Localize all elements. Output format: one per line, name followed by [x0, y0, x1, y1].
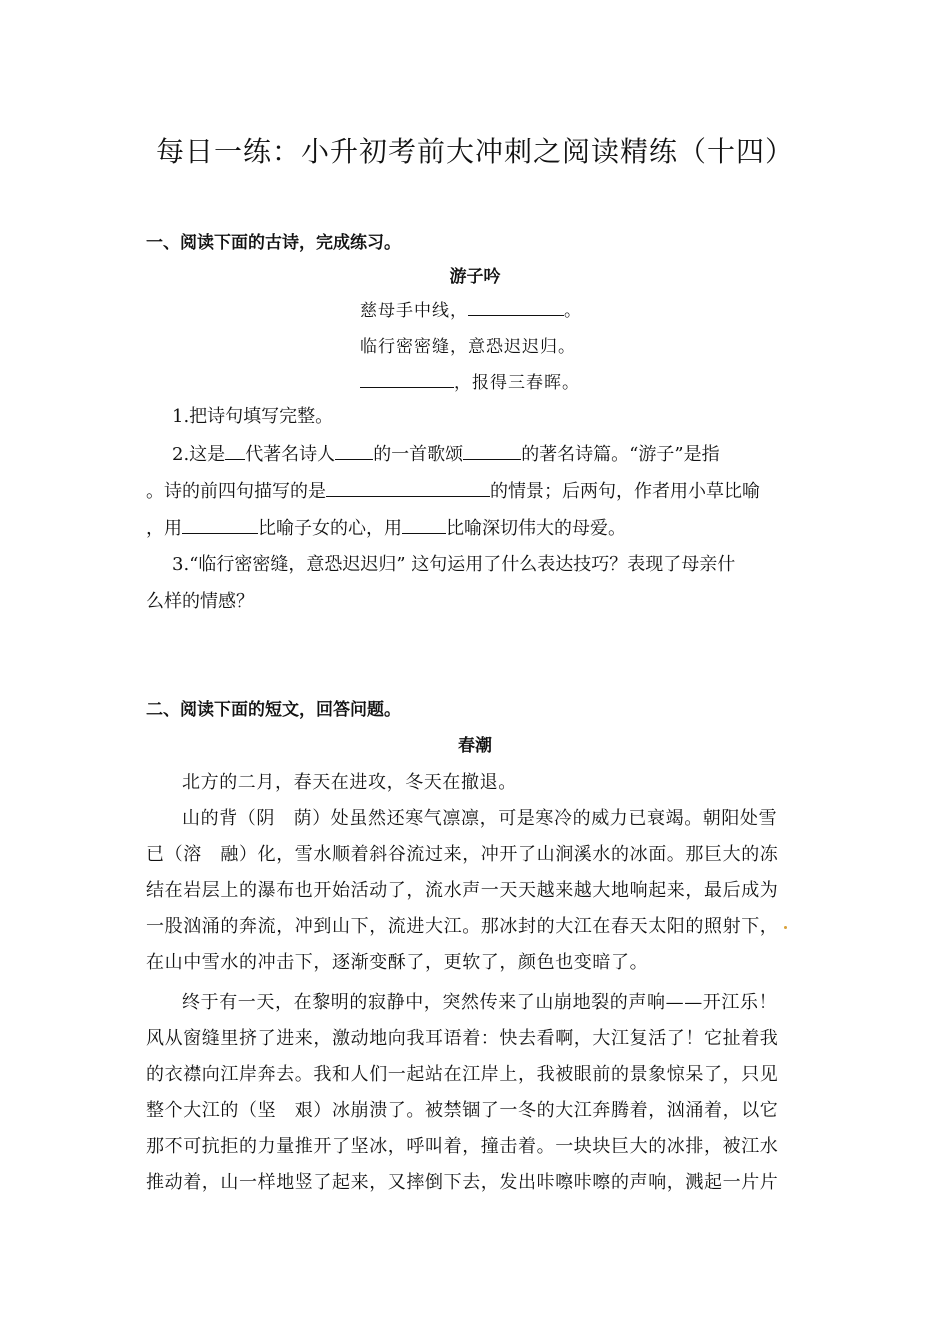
essay-p2-line-3: 结在岩层上的瀑布也开始活动了，流水声一天天越来越大地响起来，最后成为 [146, 880, 779, 901]
essay-p2-line-5: 在山中雪水的冲击下，逐渐变酥了，更软了，颜色也变暗了。 [146, 952, 649, 973]
essay-title: 春潮 [458, 736, 492, 756]
answer-blank[interactable] [326, 478, 490, 497]
poem-line-3: ，报得三春晖。 [360, 368, 580, 393]
essay-p2-line-4: 一股汹涌的奔流，冲到山下，流进大江。那冰封的大江在春天太阳的照射下， [146, 912, 787, 938]
answer-blank[interactable] [402, 515, 446, 534]
answer-blank[interactable] [225, 441, 245, 460]
section1-heading: 一、阅读下面的古诗，完成练习。 [146, 233, 401, 253]
answer-blank[interactable] [463, 441, 521, 460]
question-3-line-1: 3.“临行密密缝，意恐迟迟归” 这句运用了什么表达技巧？表现了母亲什 [172, 554, 736, 575]
question-2-line-2: 。诗的前四句描写的是 的情景；后两句，作者用小草比喻 [146, 477, 760, 503]
essay-p2-line-1: 山的背（阴 荫）处虽然还寒气凛凛，可是寒冷的威力已衰竭。朝阳处雪 [182, 808, 778, 829]
question-2-line-1: 2.这是 代著名诗人 的一首歌颂 的著名诗篇。“游子”是指 [172, 440, 720, 466]
answer-blank[interactable] [335, 441, 373, 460]
essay-p3-line-6: 推动着，山一样地竖了起来，又摔倒下去，发出咔嚓咔嚓的声响，溅起一片片 [146, 1172, 779, 1193]
poem-line-1: 慈母手中线， 。 [360, 296, 582, 321]
essay-p3-line-1: 终于有一天，在黎明的寂静中，突然传来了山崩地裂的声响——开江乐！ [182, 992, 778, 1013]
essay-p3-line-4: 整个大江的（坚 艰）冰崩溃了。被禁锢了一冬的大江奔腾着，汹涌着，以它 [146, 1100, 779, 1121]
question-2-line-3: ，用 比喻子女的心，用 比喻深切伟大的母爱。 [146, 514, 626, 540]
answer-blank[interactable] [360, 369, 454, 388]
section2-heading: 二、阅读下面的短文，回答问题。 [146, 700, 401, 720]
question-3-line-2: 么样的情感？ [146, 591, 254, 612]
question-1: 1.把诗句填写完整。 [172, 406, 334, 427]
essay-p2-line-2: 已（溶 融）化，雪水顺着斜谷流过来，冲开了山涧溪水的冰面。那巨大的冻 [146, 844, 779, 865]
poem-title: 游子吟 [449, 267, 501, 287]
page-title: 每日一练：小升初考前大冲刺之阅读精练（十四） [155, 135, 794, 168]
answer-blank[interactable] [182, 515, 258, 534]
poem-line-2: 临行密密缝，意恐迟迟归。 [360, 337, 576, 357]
essay-p3-line-3: 的衣襟向江岸奔去。我和人们一起站在江岸上，我被眼前的景象惊呆了，只见 [146, 1064, 779, 1085]
answer-blank[interactable] [468, 297, 564, 316]
essay-paragraph-1: 北方的二月，春天在进攻，冬天在撤退。 [182, 772, 517, 793]
essay-p3-line-2: 风从窗缝里挤了进来，激动地向我耳语着：快去看啊，大江复活了！它扯着我 [146, 1028, 779, 1049]
stray-mark [784, 926, 787, 929]
essay-p3-line-5: 那不可抗拒的力量推开了坚冰，呼叫着，撞击着。一块块巨大的冰排，被江水 [146, 1136, 779, 1157]
